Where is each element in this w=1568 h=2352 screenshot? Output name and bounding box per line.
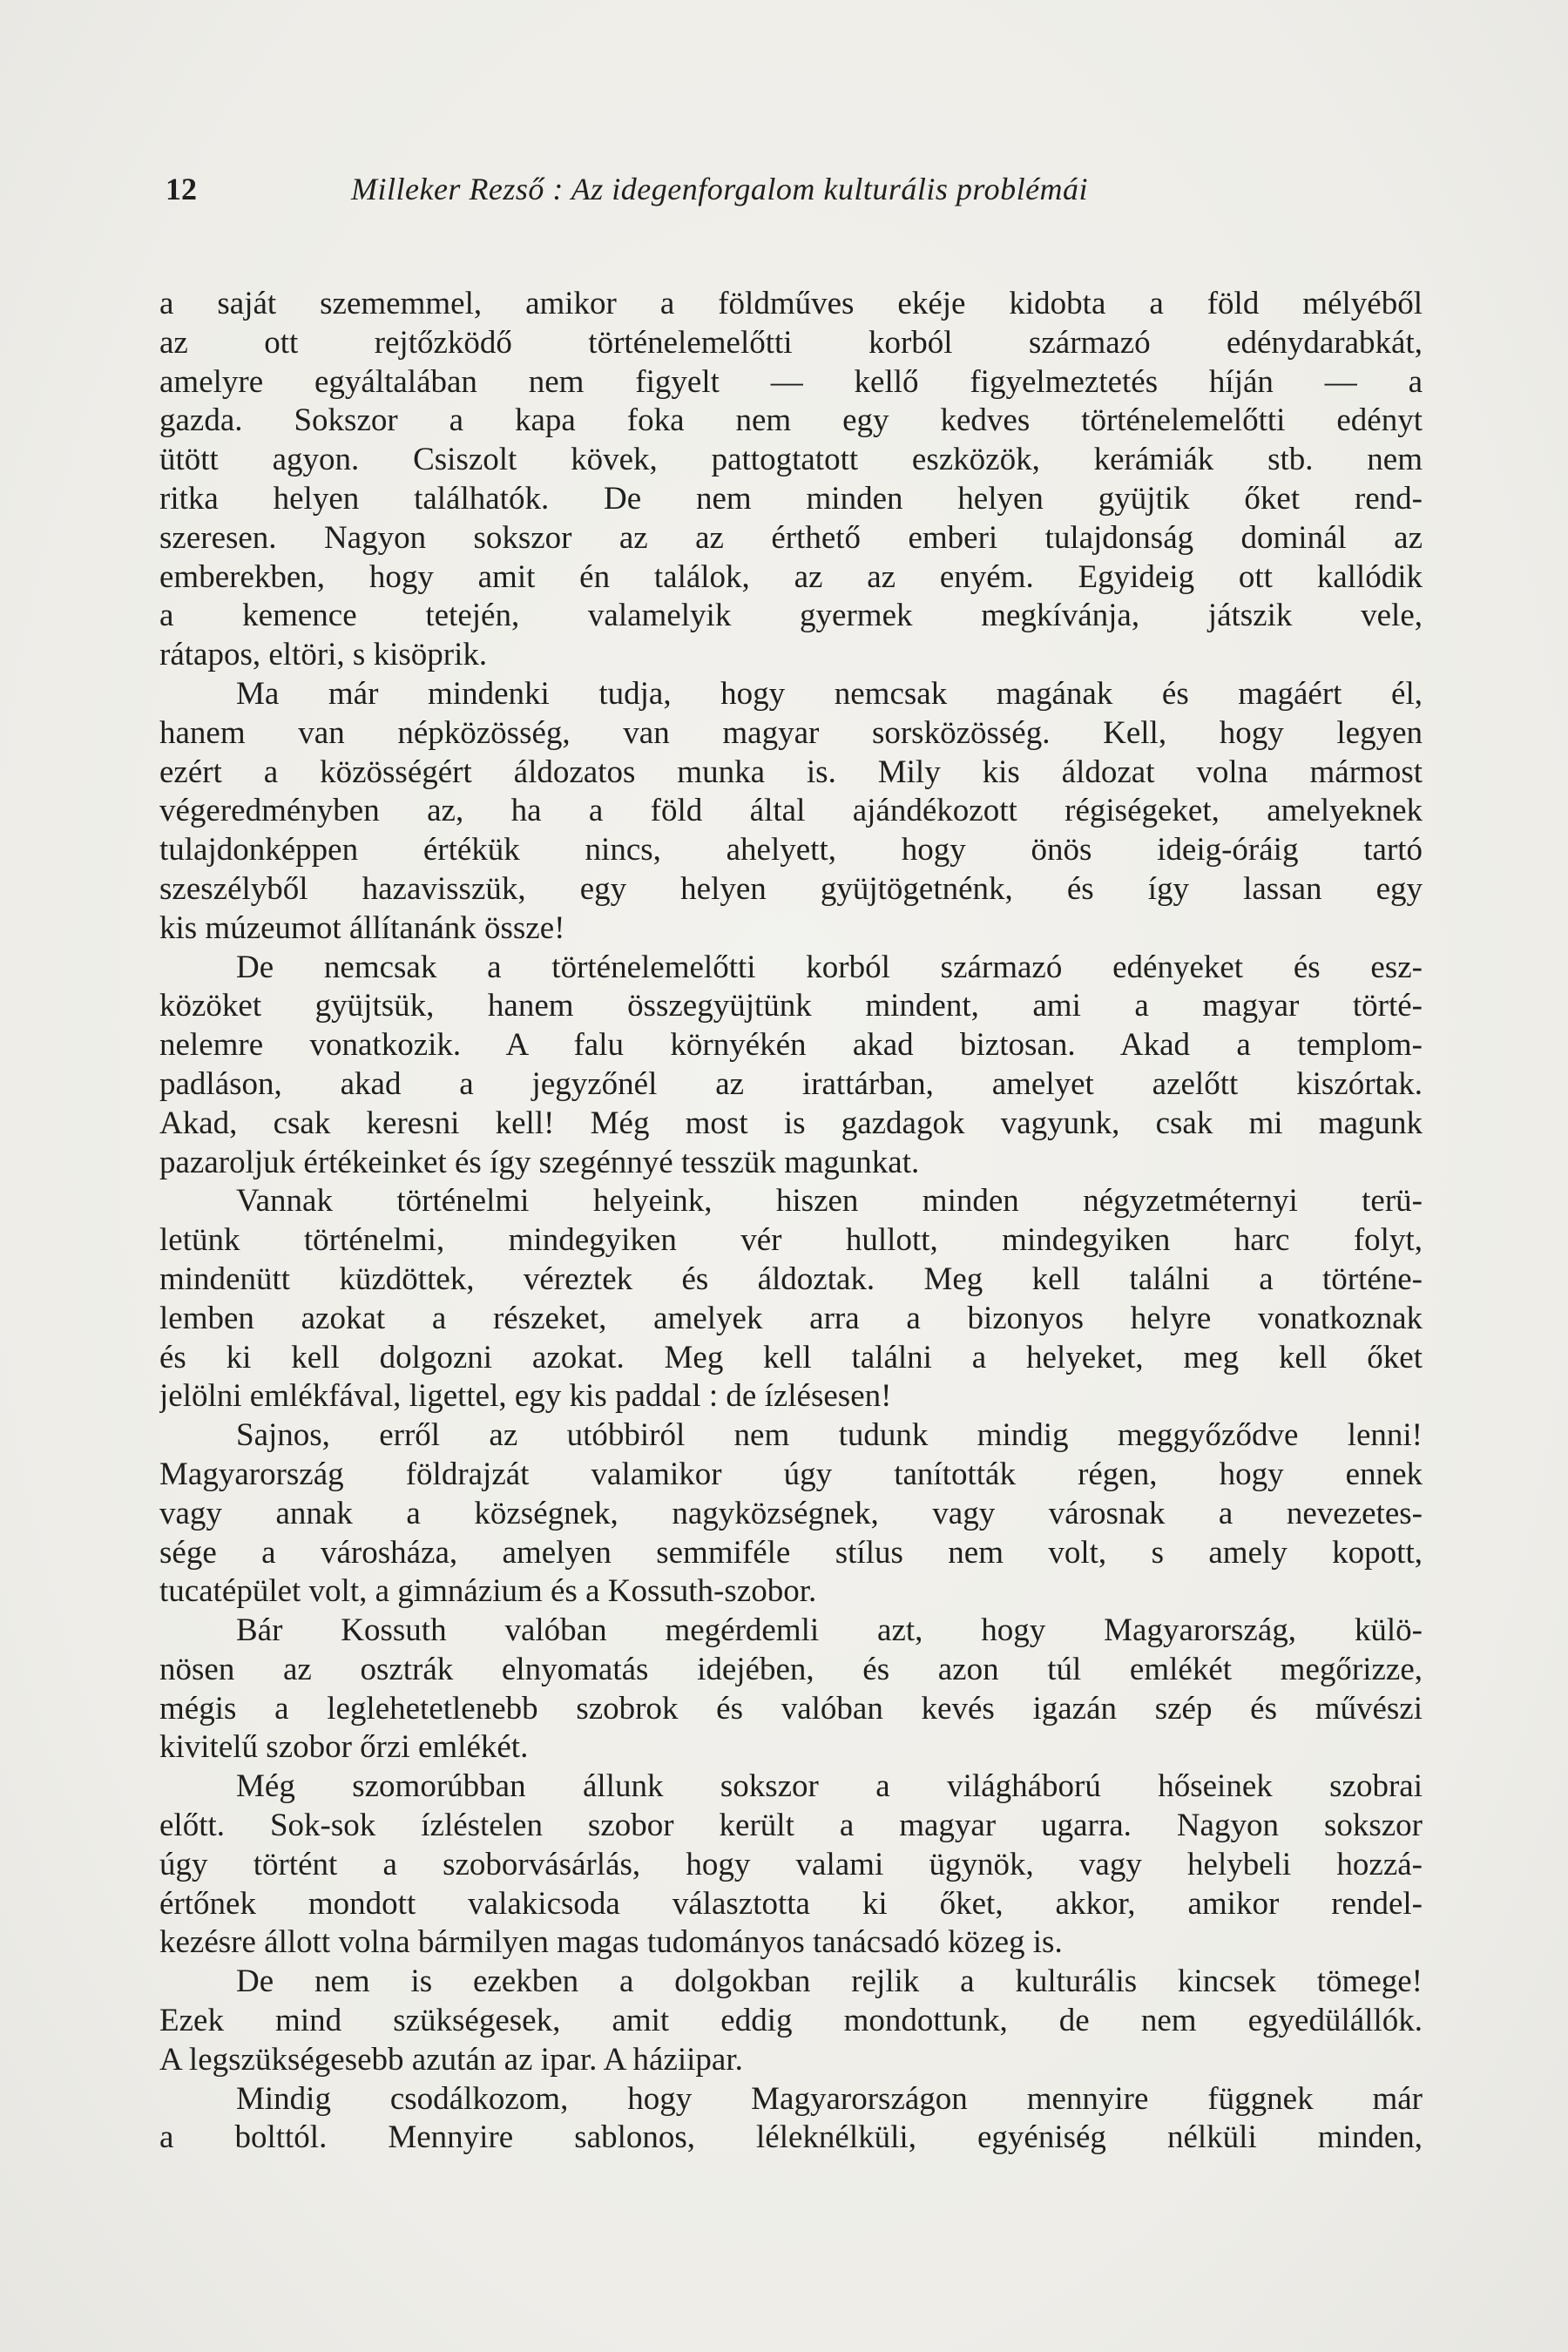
- text-line: Sajnos, erről az utóbbiról nem tudunk mindig meggyőződve lenni!: [236, 1417, 1423, 1454]
- text-line: előtt. Sok-sok ízléstelen szobor került a magyar ugarra. Nagyon sokszor: [159, 1808, 1423, 1844]
- text-line: jelölni emlékfával, ligettel, egy kis paddal : de ízlésesen!: [159, 1378, 892, 1415]
- text-line: tulajdonképpen értékük nincs, ahelyett, hogy önös ideig-óráig tartó: [159, 832, 1423, 868]
- text-line: értőnek mondott valakicsoda választotta ki őket, akkor, amikor rendel-: [159, 1885, 1423, 1922]
- text-line: Magyarország földrajzát valamikor úgy tanították régen, hogy ennek: [159, 1456, 1423, 1492]
- text-line: Bár Kossuth valóban megérdemli azt, hogy Magyarország, külö-: [236, 1612, 1423, 1649]
- text-line: pazaroljuk értékeinket és így szegénnyé tesszük magunkat.: [159, 1144, 920, 1180]
- text-line: Vannak történelmi helyeink, hiszen minden négyzetméternyi terü-: [236, 1183, 1423, 1220]
- text-line: mégis a leglehetetlenebb szobrok és valóban kevés igazán szép és művészi: [159, 1690, 1423, 1727]
- text-line: emberekben, hogy amit én találok, az az enyém. Egyideig ott kallódik: [159, 558, 1423, 595]
- text-line: kivitelű szobor őrzi emlékét.: [159, 1729, 529, 1766]
- text-line: végeredményben az, ha a föld által ajándékozott régiségeket, amelyeknek: [159, 793, 1423, 829]
- text-line: a bolttól. Mennyire sablonos, léleknélküli, egyéniség nélküli minden,: [159, 2119, 1423, 2156]
- text-line: Ezek mind szükségesek, amit eddig mondottunk, de nem egyedülállók.: [159, 2003, 1423, 2039]
- text-line: rátapos, eltöri, s kisöprik.: [159, 637, 488, 673]
- text-line: ezért a közösségért áldozatos munka is. Mily kis áldozat volna mármost: [159, 754, 1423, 790]
- text-line: szeszélyből hazavisszük, egy helyen gyüjtögetnénk, és így lassan egy: [159, 870, 1423, 907]
- text-line: nösen az osztrák elnyomatás idejében, és azon túl emlékét megőrizze,: [159, 1651, 1423, 1687]
- text-line: kis múzeumot állítanánk össze!: [159, 909, 565, 946]
- text-line: gazda. Sokszor a kapa foka nem egy kedves történelemelőtti edényt: [159, 402, 1423, 439]
- running-header: [166, 171, 1420, 214]
- text-line: kezésre állott volna bármilyen magas tudományos tanácsadó közeg is.: [159, 1924, 1063, 1961]
- text-line: De nem is ezekben a dolgokban rejlik a kulturális kincsek tömege!: [236, 1963, 1423, 2000]
- text-line: ütött agyon. Csiszolt kövek, pattogtatott eszközök, kerámiák stb. nem: [159, 442, 1423, 478]
- text-line: lemben azokat a részeket, amelyek arra a bizonyos helyre vonatkoznak: [159, 1300, 1423, 1336]
- text-line: úgy történt a szoborvásárlás, hogy valami ügynök, vagy helybeli hozzá-: [159, 1846, 1423, 1882]
- running-title: Milleker Rezső : Az idegenforgalom kulturális problémái: [351, 172, 1089, 206]
- text-line: mindenütt küzdöttek, véreztek és áldoztak. Meg kell találni a történe-: [159, 1260, 1423, 1297]
- text-line: hanem van népközösség, van magyar sorsközösség. Kell, hogy legyen: [159, 714, 1423, 751]
- text-line: nelemre vonatkozik. A falu környékén akad biztosan. Akad a templom-: [159, 1027, 1423, 1064]
- text-line: padláson, akad a jegyzőnél az irattárban, amelyet azelőtt kiszórtak.: [159, 1065, 1423, 1102]
- text-line: sége a városháza, amelyen semmiféle stílus nem volt, s amely kopott,: [159, 1534, 1423, 1571]
- text-line: szeresen. Nagyon sokszor az az érthető emberi tulajdonság dominál az: [159, 519, 1423, 556]
- body-text: [159, 285, 1423, 2158]
- text-line: De nemcsak a történelemelőtti korból származó edényeket és esz-: [236, 949, 1423, 985]
- text-line: Mindig csodálkozom, hogy Magyarországon mennyire függnek már: [236, 2080, 1423, 2117]
- text-line: Ma már mindenki tudja, hogy nemcsak magának és magáért él,: [236, 675, 1423, 712]
- text-line: az ott rejtőzködő történelemelőtti korból származó edénydarabkát,: [159, 324, 1423, 361]
- text-line: tucatépület volt, a gimnázium és a Kossuth-szobor.: [159, 1573, 817, 1610]
- text-line: A legszükségesebb azután az ipar. A háziipar.: [159, 2041, 743, 2078]
- text-line: ritka helyen találhatók. De nem minden helyen gyüjtik őket rend-: [159, 480, 1423, 517]
- text-line: közöket gyüjtsük, hanem összegyüjtünk mindent, ami a magyar törté-: [159, 988, 1423, 1024]
- text-line: a kemence tetején, valamelyik gyermek megkívánja, játszik vele,: [159, 598, 1423, 634]
- page-number: 12: [166, 172, 197, 206]
- text-line: Akad, csak keresni kell! Még most is gazdagok vagyunk, csak mi magunk: [159, 1105, 1423, 1141]
- text-line: amelyre egyáltalában nem figyelt — kellő figyelmeztetés híján — a: [159, 363, 1423, 400]
- text-line: a saját szememmel, amikor a földműves ekéje kidobta a föld mélyéből: [159, 286, 1423, 321]
- text-line: vagy annak a községnek, nagyközségnek, vagy városnak a nevezetes-: [159, 1495, 1423, 1531]
- text-line: Még szomorúbban állunk sokszor a világháború hőseinek szobrai: [236, 1768, 1423, 1805]
- text-line: és ki kell dolgozni azokat. Meg kell találni a helyeket, meg kell őket: [159, 1339, 1423, 1375]
- text-line: letünk történelmi, mindegyiken vér hullott, mindegyiken harc folyt,: [159, 1222, 1423, 1259]
